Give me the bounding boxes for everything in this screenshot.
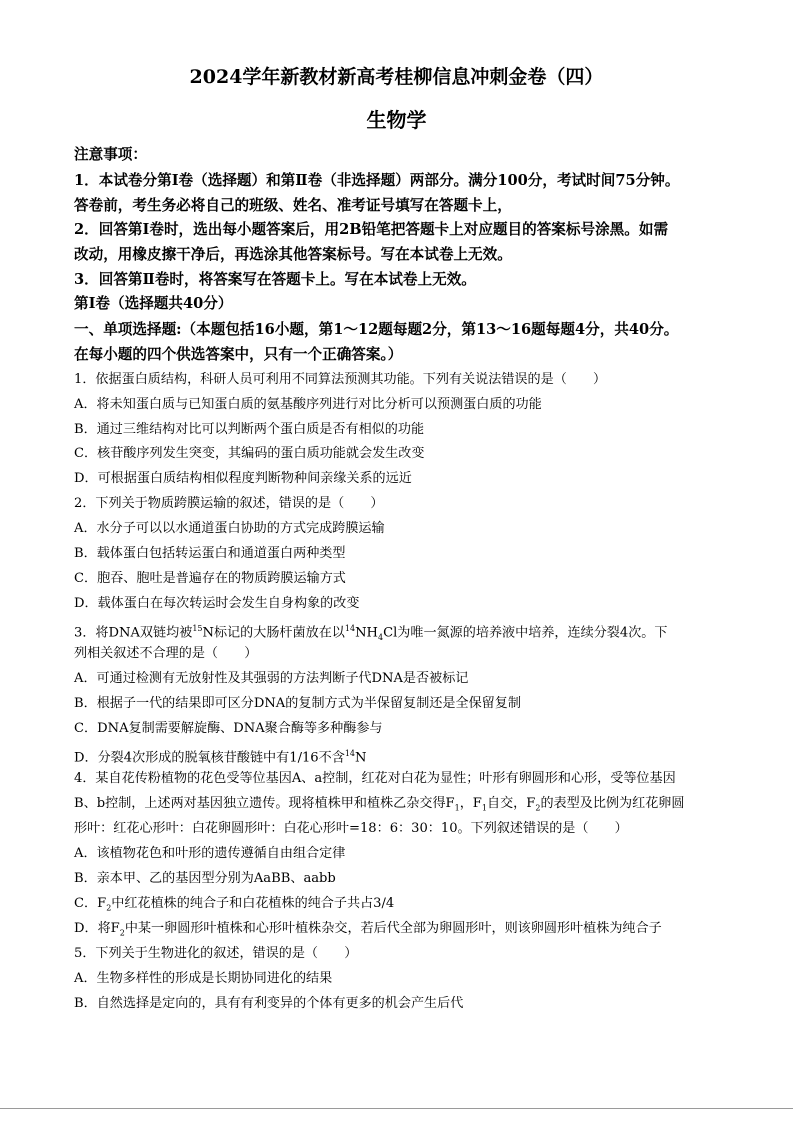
question-4-option-c: C．$F_2$中红花植株的纯合子和白花植株的纯合子共占3/4 — [74, 896, 395, 913]
question-3-option-d: D．分裂4次形成的脱氧核苷酸链中有1/16不含$^{14}$N — [74, 749, 367, 766]
question-2-option-d: D．载体蛋白在每次转运时会发生自身构象的改变 — [74, 596, 360, 611]
question-5-option-a: A．生物多样性的形成是长期协同进化的结果 — [74, 971, 333, 986]
notes-item-2-line-1: 2．回答第Ⅰ卷时，选出每小题答案后，用2B铅笔把答题卡上对应题目的答案标号涂黑。如需 — [74, 221, 669, 238]
question-3-stem-line-1: 3．将DNA双链均被$^{15}$N标记的大肠杆菌放在以$^{14}NH_4Cl$为唯一氮源的培养液中培养，连续分裂4次。下 — [74, 624, 668, 642]
question-1-option-b: B．通过三维结构对比可以判断两个蛋白质是否有相似的功能 — [74, 422, 425, 437]
question-3-option-b: B．根据子一代的结果即可区分DNA的复制方式为半保留复制还是全保留复制 — [74, 696, 521, 711]
notes-item-2-line-2: 改动，用橡皮擦干净后，再选涂其他答案标号。写在本试卷上无效。 — [74, 246, 512, 263]
question-3-option-a: A．可通过检测有无放射性及其强弱的方法判断子代DNA是否被标记 — [74, 671, 469, 686]
question-5-stem: 5．下列关于生物进化的叙述，错误的是（ ） — [74, 946, 358, 961]
question-5-option-b: B．自然选择是定向的，具有有利变异的个体有更多的机会产生后代 — [74, 996, 464, 1011]
footer-divider — [0, 1108, 793, 1109]
notes-heading: 注意事项： — [74, 146, 147, 163]
section-instruction-line-1: 一、单项选择题:（本题包括16小题，第1～12题每题2分，第13～16题每题4分，共40分。 — [74, 321, 679, 338]
question-4-option-b: B．亲本甲、乙的基因型分别为AaBB、aabb — [74, 871, 336, 886]
question-1-stem: 1．依据蛋白质结构，科研人员可利用不同算法预测其功能。下列有关说法错误的是（ ） — [74, 372, 607, 387]
question-2-option-a: A．水分子可以以水通道蛋白协助的方式完成跨膜运输 — [74, 521, 385, 536]
question-4-stem-line-1: 4．某自花传粉植物的花色受等位基因A、a控制，红花对白花为显性；叶形有卵圆形和心形，受等位基因 — [74, 771, 676, 786]
question-4-option-d: D．将$F_2$中某一卵圆形叶植株和心形叶植株杂交，若后代全部为卵圆形叶，则该卵圆形叶植株为纯合子 — [74, 921, 662, 938]
question-2-option-c: C．胞吞、胞吐是普遍存在的物质跨膜运输方式 — [74, 571, 346, 586]
question-3-option-c: C．DNA复制需要解旋酶、DNA聚合酶等多种酶参与 — [74, 721, 383, 736]
question-4-stem-line-3: 形叶：红花心形叶：白花卵圆形叶：白花心形叶=18：6：30：10。下列叙述错误的是（ ） — [74, 821, 628, 836]
question-4-stem-line-2: B、b控制，上述两对基因独立遗传。现将植株甲和植株乙杂交得$F_1$，$F_1$自交，$F_2$的表型及比例为红花卵圆 — [74, 796, 685, 813]
notes-item-1-line-1: 1．本试卷分第Ⅰ卷（选择题）和第Ⅱ卷（非选择题）两部分。满分100分，考试时间75分钟。 — [74, 172, 680, 189]
question-3-stem-line-2: 列相关叙述不合理的是（ ） — [74, 646, 258, 661]
question-1-option-a: A．将未知蛋白质与已知蛋白质的氨基酸序列进行对比分析可以预测蛋白质的功能 — [74, 397, 542, 412]
question-1-option-c: C．核苷酸序列发生突变，其编码的蛋白质功能就会发生改变 — [74, 446, 425, 461]
exam-title: 2024学年新教材新高考桂柳信息冲刺金卷（四） — [189, 66, 604, 88]
notes-item-1-line-2: 答卷前，考生务必将自己的班级、姓名、准考证号填写在答题卡上， — [74, 197, 512, 214]
section-instruction-line-2: 在每小题的四个供选答案中，只有一个正确答案。） — [74, 346, 403, 363]
question-1-option-d: D．可根据蛋白质结构相似程度判断物种间亲缘关系的远近 — [74, 471, 412, 486]
question-2-option-b: B．载体蛋白包括转运蛋白和通道蛋白两种类型 — [74, 546, 346, 561]
part-title: 第Ⅰ卷（选择题共40分） — [74, 295, 233, 312]
question-2-stem: 2．下列关于物质跨膜运输的叙述，错误的是（ ） — [74, 496, 384, 511]
subject-title: 生物学 — [366, 108, 427, 132]
question-4-option-a: A．该植物花色和叶形的遗传遵循自由组合定律 — [74, 846, 346, 861]
notes-item-3: 3．回答第Ⅱ卷时，将答案写在答题卡上。写在本试卷上无效。 — [74, 271, 476, 288]
